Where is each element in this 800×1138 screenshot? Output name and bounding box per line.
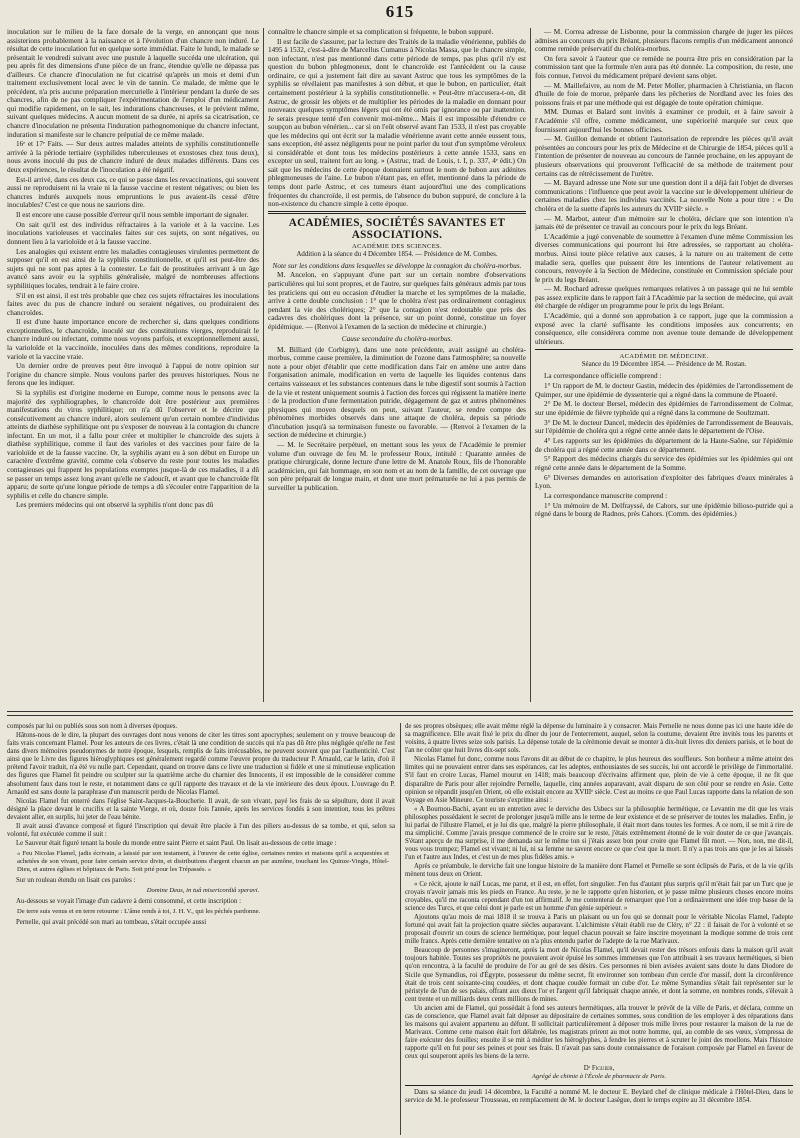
academy-title: ACADÉMIE DES SCIENCES. [352,242,442,250]
paragraph: 2° De M. le docteur Bersel, médecin des épidémies de l'arrondissement de Colmar, sur une épidémie de fièvre typhoïde qui a régné dans la commune de Soultzmatt. [535,400,793,417]
column-divider [530,28,531,702]
paragraph: — M. Maillefaivre, au nom de M. Peter Moller, pharmacien à Christiania, un flacon d'huile de foie de morue, préparée dans les pêcheries de Nordland avec les foies des poissons frais et par une méthode qui est dégagée de toute opération chimique. [535,81,793,107]
feuilleton-column-1 [7,723,395,1135]
paragraph: « A Bournou-Bachi, ayant eu un entretien avec le derviche des Usbecs sur la philosophie hermétique, ce Levantin me dit que les vrais philosophes possédaient le secret de prolonger jusqu'à mille ans le terme de leur existence et de se préserver de toutes les maladies. Enfin, je lui parlai de l'illustre Flamel, et je lui dis que, malgré la pierre philosophale, il était mort dans toutes les formes. A ce nom, il se mit à rire de ma simplicité. Comme j'avais presque commencé de le croire sur le reste, j'étais extrêmement étonné de le voir douter de ce que j'avançais. S'étant aperçu de ma surprise, il me demanda sur le même ton si j'étais assez bon pour croire que Flamel fût mort. — Non, non, me dit-il, vous vous trompez; Flamel est vivant; ni lui, ni sa femme ne savent encore ce que c'est que la mort. Il n'y a pas trois ans que je les ai laissés l'un et l'autre aux Indes, et c'est un de mes plus fidèles amis. » [405,805,793,862]
note-title: Note sur les conditions dans lesquelles se développe la contagion du choléra-morbus. [272,261,522,270]
column-1 [7,28,259,702]
paragraph: Sur un rouleau étendu on lisait ces paroles : [16,876,136,884]
paragraph: Il est facile de s'assurer, par la lecture des Traités de la maladie vénérienne, publiés de 1495 à 1532, c'est-à-dire de Marcellus Cumanus à Nicolas Massa, que le chancre simple, non infectant, n'est pas mentionné dans cette période de temps, pas plus qu'il n'y est question du bubon phlegmoneux, dont le chancroïde est l'antécédent ou la cause ordinaire, ce qui a justement fait dire au savant Astruc que tous les symptômes de la syphilis se révélaient pas manifestes à son début, et que le bubon, en particulier, était certainement postérieur à la syphilis constitutionnelle. « Peut-être m'accusera-t-on, dit Astruc, de grossir les objets et de multiplier les périodes de la maladie en donnant pour nouveaux quelques symptômes légers qui ont été omis par ignorance ou par inattention. Je serais presque tenté d'en convenir moi-même... Mais il est impossible d'étendre ce soupçon au bubon vénérien... car si on l'eût observé avant l'an 1533, il n'est pas croyable que les médecins qui ont écrit sur la maladie vénérienne avant cette année eussent tous, sans exception, été assez négligents pour ne point parler du tout d'un symptôme véroleux si considérable et dont tous les médecins postérieurs à cette année 1533, sans en excepter un seul, traitent fort au long. » (Astruc, trad. de Louis, t. I, p. 337, 4ᵉ édit.) On sait que les médecins de cette époque donnaient surtout le nom de bubon aux adénites phlegmoneuses de l'aine. Le bubon n'étant pas, en effet, mentionné dans la période de temps dont parle Astruc, et ces tumeurs étant aujourd'hui une des complications fréquentes du chancroïde, il est permis, de l'absence du bubon suppuré, de conclure à la non-existence du chancre simple à cette époque. [268,37,526,209]
paragraph: 4° Les rapports sur les épidémies du département de la Haute-Saône, sur l'épidémie de choléra qui a régné cette année dans ce département. [535,436,793,454]
paragraph: On sait qu'il est des individus réfractaires à la variole et à la vaccine. Les inoculations varioleuses et vaccinales faites sur ces sujets, on sont négatives, ou donnent lieu à la varioloïde et à la fausse vaccine. [7,220,259,246]
paragraph: Il avait aussi d'avance composé et figuré l'inscription qui devait être placée à l'un des piliers au-dessus de sa tombe, et qui, selon sa volonté, fut exécutée comme il suit : [7,823,395,839]
verse-quote: De terre suis venus et en terre retourne : L'âme rends à toi, J. H. V., qui les péchés pardonne. [17,907,261,915]
paragraph: Nicolas Flamel fut donc, comme nous l'avons dit au début de ce chapitre, le plus heureux des souffleurs. Son bonheur a même atteint des limites qui ne pouvaient entrer dans ses espérances, car les adeptes, enthousiastes de ses succès, lui ont accordé le privilège de l'immortalité. S'il faut en croire Lucas, Flamel mourut en 1418; mais beaucoup d'écrivains affirment que, plein de vie à cette époque, il ne fit que disparaître de Paris pour aller rejoindre Pernelle, laquelle, cinq années auparavant, avait disparu de son côté pour se rendre en Asie. Cette opinion se répandit jusqu'en Orient, où elle existait encore au XVIIIᵉ siècle. C'est au moins ce que Paul Lucas rapporte dans la relation de son Voyage en Asie Mineure. Ce touriste s'exprime ainsi : [405,756,793,804]
paragraph: connaître le chancre simple et sa complication si fréquente, le bubon suppuré. [268,28,494,36]
subsection-title: Cause secondaire du choléra-morbus. [341,335,453,344]
paragraph: — M. Bayard adresse une Note sur une question dont il a déjà fait l'objet de diverses communications : l'influence que peut avoir la vaccine sur le développement ultérieur de certaines maladies chez les individus vaccinés. La nouvelle Note a pour titre : « Du choléra et de la suette d'après les auteurs du XVIIIᵉ siècle. » [535,179,793,213]
paragraph: Au-dessous se voyait l'image d'un cadavre à demi consommé, et cette inscription : [16,897,242,905]
paragraph: M. Ancelon, en s'appuyant d'une part sur un certain nombre d'observations particulières qui lui sont propres, et de l'autre, sur quelques faits généraux admis par tous les praticiens qui ont eu occasion d'étudier la marche et les symptômes de la maladie, arrive à cette double conclusion : 1° que le choléra n'est pas ordinairement contagieux pendant la vie des cholériques; 2° que la contagion n'est redoutable que près des cadavres des cholériques dont la présence, sur un point donné, constitue un foyer épidémique. — (Renvoi à l'examen de la section de médecine et chirurgie.) [268,271,526,331]
column-2 [268,28,526,702]
paragraph: Dans sa séance du jeudi 14 décembre, la Faculté a nommé M. le docteur E. Beylard chef de clinique médicale à l'Hôtel-Dieu, dans le service de M. le professeur Trousseau, en remplacement de M. le docteur Lasègue, dont le temps expire au 31 décembre 1854. [405,1089,793,1105]
paragraph: Les premiers médecins qui ont observé la syphilis n'ont donc pas dû [16,501,214,510]
paragraph: inoculation sur le milieu de la face dorsale de la verge, en annonçant que nous assisterions probablement à la naissance et à l'évolution d'un chancre non induré. Le résultat de cette inoculation fut en quelque sorte immédiat. Faite le lundi, le malade se présentait le vendredi suivant avec une pustule à laquelle succéda une ulcération, qui peu après fit des dimensions d'une pièce de un franc, étendue qu'elle ne dépassa pas d'ailleurs. Ce chancre d'inoculation ne fut cicatrisé qu'après un mois et demi d'un traitement exclusivement local avec le vin de tannin. Ce malade, de même que le précédent, n'a pris aucune préparation mercurielle à l'intérieur pendant la durée de ses chancres, afin de ne pas compliquer l'expérimentation de l'emploi d'un médicament qui modifie rapidement, on le sait, les indurations chancreuses, et le prévient même, suivant quelques médecins. A aucun moment de sa durée, ni après sa cicatrisation, ce chancre d'inoculation ne présenta l'induration pathognomonique du chancre infectant, induration si manifeste sur le chancre préputial de ce même malade. [7,28,259,139]
paragraph: Hâtons-nous de le dire, la plupart des ouvrages dont nous venons de citer les titres sont apocryphes; seulement on y trouve beaucoup de faits vrais concernant Flamel. Pour les auteurs de ces livres, c'était là une condition de succès qui n'a pas dû être plus négligée qu'elle ne l'est dans divers mémoires pseudonymes de notre époque, lesquels, remplis de faits irrécusables, ne peuvent souvent que par l'authenticité. C'est ainsi que le Livre des figures hiéroglyphiques est généralement regardé comme l'œuvre propre du traducteur P. Arnauld, car le latin, d'où il prétend l'avoir traduit, n'a été vu nulle part. Cependant, quand on trouve dans ce livre une traduction si fidèle et une si minutieuse explication des figures que Flamel fit peindre ou sculpter sur la quatrième arche du charnier des Innocents, il est impossible de le considérer comme absolument faux dans tout le reste, et notamment dans ce qu'il rapporte des travaux et de la vie intérieure des deux époux. L'ouvrage du P. Arnauld est sans doute la paraphrase d'un manuscrit perdu de Nicolas Flamel. [7,732,395,796]
paragraph: MM. Dumas et Balard sont invités à examiner ce produit, et à faire savoir à l'Académie s'il offre, comme médicament, une supériorité marquée sur ceux que fournissent aujourd'hui les bonnes officines. [535,108,793,134]
feuilleton-column-2 [405,723,793,1135]
paragraph: S'il en est ainsi, il est très probable que chez ces sujets réfractaires les inoculations faites avec du pus de chancre induré ou seraient négatives, ou produiraient des chancroïdes. [7,291,259,317]
paragraph: — M. le Secrétaire perpétuel, en mettant sous les yeux de l'Académie le premier volume d'un ouvrage de feu M. le professeur Roux, intitulé : Quarante années de pratique chirurgicale, donne lecture d'une lettre de M. Anatole Roux, fils de l'honorable académicien, qui fait hommage, en son nom et au nom de la famille, de cet ouvrage que son père préparait de longue main, et dont une mort prématurée ne lui a pas permis de surveiller la publication. [268,440,526,492]
epitaph-quote: « Feu Nicolas Flamel, jadis écrivain, a laissié par son testament, à l'œuvre de cette église, certaines rentes et maisons qu'il a acquestées et achetées de son vivant, pour faire certain service divin, et distributions d'argent chacun an par aumône, touchant les Quinze-Vingts, Hôtel-Dieu, et autres églises et hôpitaux de Paris. Soit prié pour les Trépassés. » [17,850,389,874]
paragraph: de ses propres obsèques; elle avait même réglé la dépense du luminaire à y consacrer. Mais Pernelle ne nous donne pas ici une haute idée de sa magnificence. Elle avait fixé le prix du dîner du jour de l'enterrement, auquel, selon la coutume, devaient être invités tous les parents et voisins, à quatre livres seize sols parisis. La dépense totale de la cérémonie devait se monter à dix-huit livres dix deniers parisis, et le bout de l'an ne coûter que huit livres dix-sept sols. [405,723,793,755]
paragraph: Est-il arrivé, dans ces deux cas, ce qui se passe dans les revaccinations, qui souvent aussi ne reproduisent ni la vraie ni la fausse vaccine et restent négatives; ou bien les chancres indurés auxquels nous empruntions le pus avaient-ils cessé d'être inoculables? C'est ce que nous ne saurions dire. [7,175,259,210]
paragraph: Si la syphilis est d'origine moderne en Europe, comme nous le pensons avec la majorité des syphiliographes, le chancroïde doit être postérieur aux premières manifestations du virus syphilitique; on n'a dû l'observer et le décrire que consécutivement au chancre induré, alors seulement qu'un certain nombre d'individus atteints de diathèse syphilitique ont pu s'exposer de nouveau à la contagion du chancre infectant. En un mot, il a fallu pour créer et multiplier le chancroïde des sujets à diathèse syphilitique, comme il faut des varioles et des vaccines pour faire de la varioloïde et de la fausse vaccine. Or, la syphilis ayant eu à son début en Europe un caractère d'extrême gravité, comme cela s'observe du reste pour toutes les maladies contagieuses qui frappent les populations exemptes jusque-là de ces maladies, il a dû se passer un temps assez long avant qu'elle ne s'adoucît, et avant que le chancroïde fût apparu; de sorte qu'une longue période de temps a dû s'écouler entre l'apparition de la syphilis et celle du chancre simple. [7,389,259,500]
paragraph: 1° Un rapport de M. le docteur Gastin, médecin des épidémies de l'arrondissement de Quimper, sur une épidémie de dyssenterie qui a régné dans la commune de Ploaeré. [535,382,793,399]
paragraph: 1° Un mémoire de M. Delfrayssé, de Cahors, sur une épidémie bilioso-putride qui a régné dans le bourg de Radnos, près Cahors. (Comm. des épidémies.) [535,501,793,519]
column-divider [263,28,264,702]
latin-quote: Domine Deus, in tuâ misericordiâ speravi. [146,886,260,894]
paragraph: La correspondance officielle comprend : [544,372,662,381]
page-number: 615 [385,2,415,21]
section-rule [535,349,793,350]
section-heading: ACADÉMIES, SOCIÉTÉS SAVANTES ET ASSOCIATIONS. [288,216,506,241]
paragraph: M. Billiard (de Corbigny), dans une note précédente, avait assigné au choléra-morbus, comme cause première, la diminution de l'ozone dans l'atmosphère; sa nouvelle note a pour objet d'établir que cette modification dans l'air en amène une autre dans l'organisation animale, modification en vertu de laquelle les liquides contenus dans certains vaisseaux et les substances contenues dans le tube digestif sont soumis à l'action de la vie et restent uniquement soumis à l'action des forces qui régissent la matière inerte : de la production d'une fermentation putride, dégagement de gaz et autres phénomènes physiques qui moyen desquels on peut, suivant l'auteur, se rendre compte des phénomènes morbides observés dans une attaque de choléra, depuis sa période d'incubation jusqu'à sa terminaison funeste ou favorable. — (Renvoi à l'examen de la section de médecine et chirurgie.) [268,345,526,440]
section-rule [405,1085,793,1086]
paragraph: Un ancien ami de Flamel, qui possédait à fond ses auteurs hermétiques, alla trouver le prévôt de la ville de Paris, et déclara, comme un cas de conscience, que Flamel avait fait déposer au dépositaire de certaines sommes, sous condition de les employer à des réparations dans les maisons qui avaient appartenu au défunt. Il sollicitait particulièrement à déposer trois mille livres pour restaurer la maison de la rue de Marivaux. Comme cette maison était fort délabrée, les magistrats prirent au mot notre homme, qui, au comble de ses vœux, s'empressa de faire exécuter des fouilles; ensuite il se mit à méditer les hiéroglyphes, à fendre les pierres et à scruter le joint des moellons. Mais l'histoire rapporte qu'il en fut pour ses peines et pour ses frais. Il n'avait pas sans doute connaissance de l'oraison composée par Flamel en faveur de ceux qui souperont après les biens de la terre. [405,1004,793,1061]
paragraph: — M. Guillon demande et obtient l'autorisation de reprendre les pièces qu'il avait présentées au concours pour les prix de Médecine et de Chirurgie de 1854, pièces qu'il a l'intention de présenter de nouveau au concours de l'année prochaine, en les appuyant de plusieurs observations qui prouveront l'efficacité de sa méthode de traitement pour certains cas de rétrécissement de l'urètre. [535,135,793,178]
section-rule [268,211,526,214]
paragraph: Les analogies qui existent entre les maladies contagieuses virulentes permettent de supposer qu'il en est ainsi de la syphilis constitutionnelle, et qu'il est peut-être des sujets qui ne sont pas aptes à la contester. Le fait de prostituées arrivant à un âge avancé sans avoir eu la syphilis généralisée, malgré de nombreuses affections syphilitiques locales, tendrait à le faire croire. [7,247,259,290]
academy-title: ACADÉMIE DE MÉDECINE. [619,353,709,361]
paragraph: 5° Rapport des médecins chargés du service des épidémies sur les épidémies qui ont régné cette année dans le département de la Somme. [535,455,793,472]
column-divider [400,723,401,1135]
paragraph: — M. Marbot, auteur d'un mémoire sur le choléra, déclare que son intention n'a jamais été de présenter ce travail au concours pour le prix du legs Bréant. [535,214,793,232]
paragraph: Après ce préambule, le derviche fait une longue histoire de la manière dont Flamel et Pernelle se sont éclipsés de Paris, et de la vie qu'ils mènent tous deux en Orient. [405,863,793,879]
paragraph: Il est encore une cause possible d'erreur qu'il nous semble important de signaler. [16,211,249,220]
author-signature: Dʳ Figuier, [583,1065,615,1073]
session-line: Séance du 19 Décembre 1854. — Présidence de M. Rostan. [581,361,747,369]
paragraph: « Ce récit, ajoute le naïf Lucas, me parut, et il est, en effet, fort singulier. J'en fus d'autant plus surpris qu'il m'était fait par un Turc que je croyais n'avoir jamais mis les pieds en France. Au reste, je ne le rapporte qu'en historien, et je passe même plusieurs choses encore moins croyables, qu'il me raconta cependant d'un ton affirmatif. Je me contenterai de remarquer que l'on a ordinairement une idée trop basse de la science des Turcs, et que celui dont je parle est un homme d'un génie supérieur. » [405,880,793,912]
column-3 [535,28,793,702]
paragraph: Beaucoup de personnes s'imagineront, après la mort de Nicolas Flamel, qu'il devait rester des trésors enfouis dans la maison qu'il avait toujours habitée. Toutes ses propriétés ne pouvaient avoir épuisé les sommes immenses que l'on attribuait à ses travaux hermétiques, si bien qu'on rencontra, à la faculté de produire de l'or au gré de ses désirs. Ces personnes ni bien avisées avaient sans doute lu dans Diodore de Sicile que Symandius, roi d'Égypte, possesseur du même secret, fit environner son tombeau d'un cercle d'or massif, dont la circonférence était de trois cent soixante-cinq coudées, et dont chaque coudée formait un cube d'or. Le même Symandius s'était fait représenter sur le péristyle de l'un de ses palais, offrant aux dieux l'or et l'argent qu'il fabriquait chaque année, et dont la somme, en nombres ronds, s'élevait à cent trente et un milliards deux cents millions de mines. [405,947,793,1003]
paragraph: L'Académie, qui a donné son approbation à ce rapport, juge que la commission a exposé avec la clarté suffisante les conditions imposées aux concurrents; en conséquence, elle considérera comme non avenue toute demande de développement ultérieurs. [535,312,793,346]
paragraph: Le Sauveur était figuré tenant la boule du monde entre saint Pierre et saint Paul. On lisait au-dessous de cette image : [16,840,337,848]
session-line: Addition à la séance du 4 Décembre 1854. — Présidence de M. Combes. [296,250,498,258]
feuilleton-rule [7,715,793,716]
paragraph: Pernelle, qui avait précédé son mari au tombeau, s'était occupée aussi [16,918,207,926]
paragraph: Nicolas Flamel fut enterré dans l'église Saint-Jacques-la-Boucherie. Il avait, de son vivant, payé les frais de sa sépulture, dont il avait désigné la place devant le crucifix et la sainte Vierge, et où, douze fois l'année, après les services fondés à son intention, tous les prêtres devaient aller, en surplis, lui jeter de l'eau bénite. [7,797,395,821]
paragraph: Un dernier ordre de preuves peut être invoqué à l'appui de notre opinion sur l'origine du chancre simple. Nous voulons parler des preuves historiques. Nous ne ferons que les indiquer. [7,362,259,388]
paragraph: Ajoutons qu'au mois de mai 1818 il se trouva à Paris un plaisant ou un fou qui se donnait pour le véritable Nicolas Flamel, l'adepte fortuné qui avait fait la projection quatre siècles auparavant. L'alchimiste s'était établi rue de Cléry, n° 22 : il faisait de l'or à volonté et se proposait d'ouvrir un cours de science hermétique, pour lequel chacun pouvait se faire inscrire moyennant la modique somme de trois cent mille francs. Après cette dernière tentative on n'a plus entendu parler de l'adepte de la rue Marivaux. [405,914,793,946]
paragraph: composés par lui ou publiés sous son nom à diverses époques. [7,723,178,730]
paragraph: 16ᵉ et 17ᵉ Faits. — Sur deux autres malades atteints de syphilis constitutionnelle arrivée à la période tertiaire (syphilides tuberculeuses et exostoses chez tous deux), nous avons inoculé du pus de chancre induré de deux malades différents. Dans ces deux expériences, le résultat de l'inoculation a été négatif. [7,140,259,174]
paragraph: La correspondance manuscrite comprend : [544,491,668,500]
paragraph: — M. Rochard adresse quelques remarques relatives à un passage qui ne lui semble pas assez explicite dans le rapport fait à l'Académie par la section de médecine, qui avait été chargée de rédiger un programme pour le prix du legs Bréant. [535,285,793,311]
paragraph: Il est d'une haute importance encore de rechercher si, dans quelques conditions exceptionnelles, le chancroïde, inoculé sur des constitutions vierges, reproduirait le chancre induré ou infectant, comme nous voyons parfois, et exceptionnellement aussi, la varioloïde et la vaccinoïde, inoculées dans des mêmes conditions, reproduire la variole et la vaccine vraie. [7,318,259,361]
paragraph: 3° De M. le docteur Dancel, médecin des épidémies de l'arrondissement de Beauvais, sur l'épidémie de choléra qui a régné cette année dans le département de l'Oise. [535,418,793,436]
feuilleton-rule [7,711,793,712]
paragraph: — M. Correa adresse de Lisbonne, pour la commission chargée de juger les pièces admises au concours du prix Bréant, plusieurs flacons remplis d'un médicament annoncé comme remède préservatif du choléra-morbus. [535,28,793,54]
author-title: Agrégé de chimie à l'École de pharmacie de Paris. [531,1073,667,1081]
paragraph: On fera savoir à l'auteur que ce remède ne pourra être pris en considération par la commission tant que la formule n'en aura pas été donnée. La composition, du reste, une fois connue, l'envoi du médicament préparé devient sans objet. [535,54,793,80]
paragraph: L'Académie a jugé convenable de soumettre à l'examen d'une même Commission les diverses communications qui pourront lui être adressées, se rapportant au choléra-morbus. Ainsi toute pièce relative aux causes, à la nature ou au traitement de cette maladie sera, quelles que puissent être les intentions de l'auteur relativement au concours, renvoyée à la Section de Médecine, constituée en Commission spéciale pour le prix du legs Bréant. [535,232,793,284]
paragraph: 6° Diverses demandes en autorisation d'exploiter des fabriques d'eaux minérales à Lyon. [535,473,793,491]
